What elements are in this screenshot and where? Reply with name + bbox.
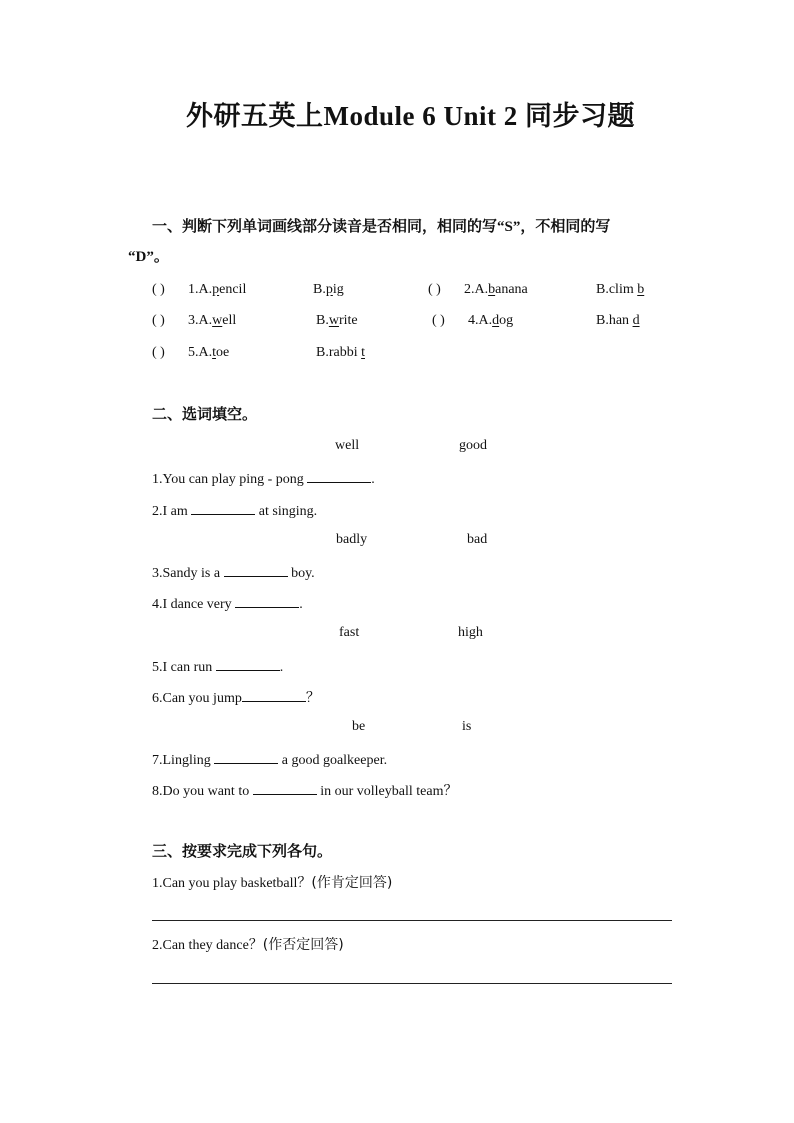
section-2-heading: 二、选词填空。 [152, 405, 258, 423]
q2-a-pre: A. [474, 282, 489, 297]
q2-a-rest: anana [495, 282, 528, 297]
sentence-5 [152, 658, 283, 675]
q3-option-b [316, 314, 358, 328]
part3-question-1-note: (作肯定回答) [311, 875, 393, 891]
sentence-2-end: at singing. [255, 504, 318, 519]
sentence-1-end: . [371, 472, 375, 487]
section-1-heading-d: “D” [128, 249, 154, 265]
q1-a-rest: encil [219, 282, 247, 297]
word-choice-high: high [458, 625, 483, 640]
q5-a-underlined: t [212, 345, 217, 360]
section-1-heading-end: 。 [153, 247, 169, 265]
blank-8[interactable] [253, 782, 317, 795]
sentence-1 [152, 470, 375, 487]
section-3-heading: 三、按要求完成下列各句。 [152, 842, 333, 860]
word-choice-badly: badly [336, 532, 368, 547]
sentence-1-text: 1.You can play ping - pong [152, 472, 308, 487]
sentence-6-end: ？ [305, 690, 320, 706]
q4-b-underlined: d [632, 313, 640, 328]
q1-b-rest: ig [332, 282, 344, 297]
q5-num: 5. [188, 345, 199, 360]
sentence-7-end: a good goalkeeper. [278, 753, 388, 768]
sentence-8 [152, 782, 457, 799]
q4-option-b [596, 314, 640, 328]
q5-a-pre: A. [198, 345, 213, 360]
q5-a-rest: oe [216, 345, 230, 360]
answer-paren-2[interactable]: ( ) [428, 282, 441, 297]
blank-5[interactable] [216, 658, 280, 671]
sentence-3 [152, 564, 315, 581]
sentence-3-end: boy. [287, 566, 315, 581]
word-choice-is: is [462, 719, 472, 734]
blank-1[interactable] [307, 470, 371, 483]
answer-paren-3[interactable]: ( ) [152, 313, 165, 328]
q4-b-pre: B.han [596, 313, 633, 328]
sentence-4-text: 4.I dance very [152, 597, 236, 612]
q5-b-pre: B.rabbi [316, 345, 362, 360]
q3-b-underlined: w [328, 313, 339, 328]
q2-a-underlined: b [488, 282, 496, 297]
q2-b-underlined: b [637, 282, 645, 297]
q2-b-pre: B.clim [596, 282, 638, 297]
part3-question-2 [152, 938, 344, 953]
q2-option-a [464, 283, 528, 297]
q4-a-pre: A. [478, 313, 493, 328]
blank-6[interactable] [242, 689, 306, 702]
sentence-4-end: . [299, 597, 303, 612]
word-choice-be: be [352, 719, 366, 734]
q1-b-pre: B. [313, 282, 326, 297]
section-1-heading-s: “S” [497, 219, 521, 235]
blank-4[interactable] [235, 595, 299, 608]
sentence-8-text: 8.Do you want to [152, 784, 253, 799]
sentence-2-text: 2.I am [152, 504, 192, 519]
answer-paren-5[interactable]: ( ) [152, 345, 165, 360]
q4-a-underlined: d [492, 313, 500, 328]
part3-question-2-note: (作否定回答) [262, 937, 344, 953]
q2-option-b [596, 283, 644, 297]
sentence-6-text: 6.Can you jump [152, 691, 242, 706]
sentence-8-end: in our volleyball team？ [316, 784, 458, 799]
blank-3[interactable] [224, 564, 288, 577]
q1-option-b [313, 283, 344, 297]
q1-option-a [188, 283, 246, 297]
q3-b-rest: rite [338, 313, 358, 328]
q3-b-pre: B. [316, 313, 329, 328]
sentence-6 [152, 689, 320, 706]
answer-paren-1[interactable]: ( ) [152, 282, 165, 297]
q5-b-underlined: t [361, 345, 365, 360]
q3-a-underlined: w [212, 313, 223, 328]
page-title: 外研五英上Module 6 Unit 2 同步习题 [186, 101, 636, 131]
answer-line-2[interactable] [152, 983, 672, 984]
part3-question-1 [152, 876, 392, 891]
section-1-heading-cont [128, 249, 169, 265]
q1-b-underlined: p [325, 282, 333, 297]
q2-num: 2. [464, 282, 475, 297]
q4-option-a [468, 314, 513, 328]
q3-num: 3. [188, 313, 199, 328]
blank-7[interactable] [214, 751, 278, 764]
q4-num: 4. [468, 313, 479, 328]
q4-a-rest: og [499, 313, 514, 328]
q5-option-a [188, 346, 229, 360]
word-choice-well: well [335, 438, 360, 453]
q1-num: 1. [188, 282, 199, 297]
word-choice-fast: fast [339, 625, 360, 640]
q3-a-rest: ell [222, 313, 237, 328]
word-choice-good: good [459, 438, 487, 453]
sentence-5-end: . [279, 660, 284, 675]
sentence-5-text: 5.I can run [152, 660, 216, 675]
blank-2[interactable] [191, 502, 255, 515]
sentence-4 [152, 595, 303, 612]
part3-question-2-text: 2.Can they dance？ [152, 938, 263, 953]
q1-a-pre: A. [198, 282, 213, 297]
part3-question-1-text: 1.Can you play basketball？ [152, 876, 312, 891]
q3-option-a [188, 314, 236, 328]
answer-paren-4[interactable]: ( ) [432, 313, 445, 328]
answer-line-1[interactable] [152, 920, 672, 921]
q5-option-b [316, 346, 365, 360]
sentence-7-text: 7.Lingling [152, 753, 215, 768]
section-1-heading [152, 219, 610, 235]
word-choice-bad: bad [467, 532, 488, 547]
sentence-2 [152, 502, 317, 519]
section-1-heading-text-b: ，不相同的写 [520, 217, 611, 235]
q3-a-pre: A. [198, 313, 213, 328]
section-1-heading-text-a: 一、判断下列单词画线部分读音是否相同，相同的写 [152, 217, 498, 235]
q1-a-underlined: p [212, 282, 220, 297]
sentence-7 [152, 751, 387, 768]
sentence-3-text: 3.Sandy is a [152, 566, 224, 581]
